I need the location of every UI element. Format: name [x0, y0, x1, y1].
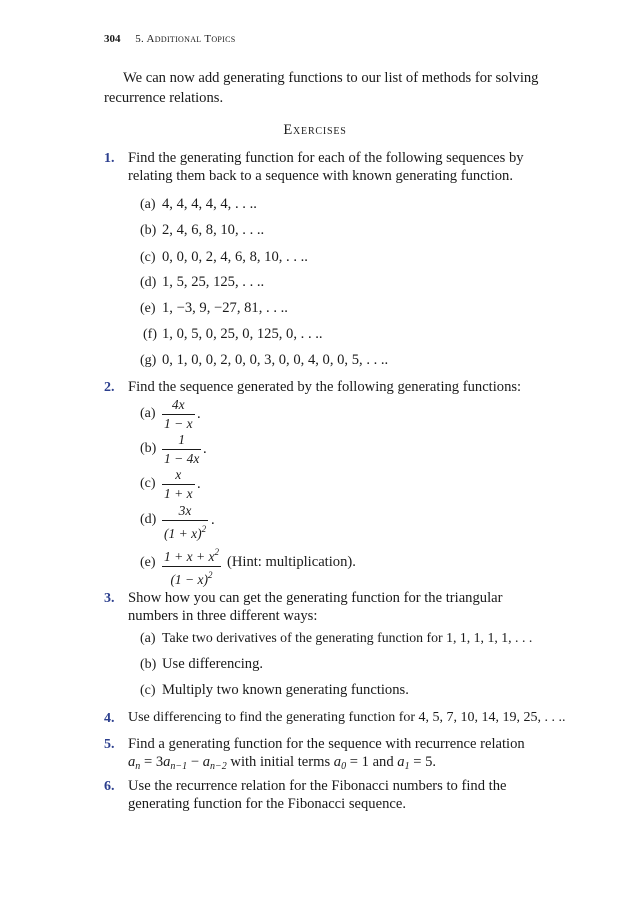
exercise-2c-label: (c): [140, 476, 156, 491]
exercise-2e-fraction: $1 + x + x^2$ $(1 - x)^2$: [164, 547, 219, 587]
exercise-2d-tail: .: [211, 512, 215, 528]
exercise-4-number: 4.: [104, 711, 115, 726]
exercise-1f-label: (f): [143, 327, 157, 342]
exercise-1a-label: (a): [140, 197, 156, 212]
exercise-1g-label: (g): [140, 353, 157, 368]
exercise-2c-fraction: x 1 + x: [164, 467, 193, 501]
exercise-2a-label: (a): [140, 406, 156, 421]
exercise-1c-sequence: 0, 0, 0, 2, 4, 6, 8, 10, . . ..: [162, 249, 308, 265]
intro-line-2: recurrence relations.: [104, 90, 224, 106]
running-head: [104, 33, 236, 45]
exercise-3a-text: Take two derivatives of the generating function for 1, 1, 1, 1, 1, . . .: [162, 630, 533, 645]
exercise-2e-hint: (Hint: multiplication).: [227, 554, 356, 570]
exercise-2e-label: (e): [140, 555, 156, 570]
exercise-1a-sequence: 4, 4, 4, 4, 4, . . ..: [162, 196, 257, 212]
exercise-6-number: 6.: [104, 779, 115, 794]
exercise-5-line-1: Find a generating function for the sequence with recurrence relation: [128, 736, 525, 752]
exercise-3c-label: (c): [140, 683, 156, 698]
exercise-6-line-2: generating function for the Fibonacci sequence.: [128, 796, 406, 812]
exercise-3-line-1: Show how you can get the generating function for the triangular: [128, 590, 503, 606]
exercise-4-line-1: Use differencing to find the generating function for 4, 5, 7, 10, 14, 19, 25, . . ..: [128, 710, 566, 725]
exercise-3b-text: Use differencing.: [162, 656, 264, 672]
exercise-2d-label: (d): [140, 512, 157, 527]
exercise-1d-sequence: 1, 5, 25, 125, . . ..: [162, 274, 265, 290]
section-title: 5. Additional Topics: [135, 33, 236, 45]
exercise-2-line-1: Find the sequence generated by the following generating functions:: [128, 379, 522, 395]
exercise-5-number: 5.: [104, 737, 115, 752]
exercise-2c-tail: .: [197, 476, 201, 492]
exercise-2a-fraction: 4x 1 − x: [164, 397, 193, 431]
exercise-3a-label: (a): [140, 631, 156, 646]
exercise-2d-fraction: 3x $(1 + x)^2$: [164, 503, 207, 541]
exercise-3c-text: Multiply two known generating functions.: [162, 682, 409, 698]
exercise-1-line-1: Find the generating function for each of the following sequences by: [128, 150, 524, 166]
exercise-2-number: 2.: [104, 380, 115, 395]
exercise-1f-sequence: 1, 0, 5, 0, 25, 0, 125, 0, . . ..: [162, 326, 323, 342]
exercise-1d-label: (d): [140, 275, 157, 290]
exercise-3-number: 3.: [104, 591, 115, 606]
exercise-1b-label: (b): [140, 223, 157, 238]
exercise-1b-sequence: 2, 4, 6, 8, 10, . . ..: [162, 222, 265, 238]
exercise-1e-label: (e): [140, 301, 156, 316]
exercise-2b-label: (b): [140, 441, 157, 456]
exercise-6-line-1: Use the recurrence relation for the Fibonacci numbers to find the: [128, 778, 507, 794]
exercise-2a-tail: .: [197, 406, 201, 422]
exercise-1g-sequence: 0, 1, 0, 0, 2, 0, 0, 3, 0, 0, 4, 0, 0, 5, . . ..: [162, 352, 389, 368]
exercise-2b-tail: .: [203, 441, 207, 457]
exercise-3-line-2: numbers in three different ways:: [128, 608, 318, 624]
page-number: 304: [104, 33, 121, 45]
exercise-2b-fraction: 1 1 − 4x: [164, 432, 200, 466]
intro-line-1: We can now add generating functions to our list of methods for solving: [123, 70, 539, 86]
exercise-5-line-2: $a_n = 3a_{n-1} - a_{n-2}$ with initial terms $a_0 = 1$ and $a_1 = 5$.: [128, 754, 437, 772]
exercise-1c-label: (c): [140, 250, 156, 265]
exercise-1-number: 1.: [104, 151, 115, 166]
exercises-heading: Exercises: [283, 122, 347, 138]
exercise-1-line-2: relating them back to a sequence with known generating function.: [128, 168, 513, 184]
exercise-3b-label: (b): [140, 657, 157, 672]
exercise-1e-sequence: 1, −3, 9, −27, 81, . . ..: [162, 300, 288, 316]
